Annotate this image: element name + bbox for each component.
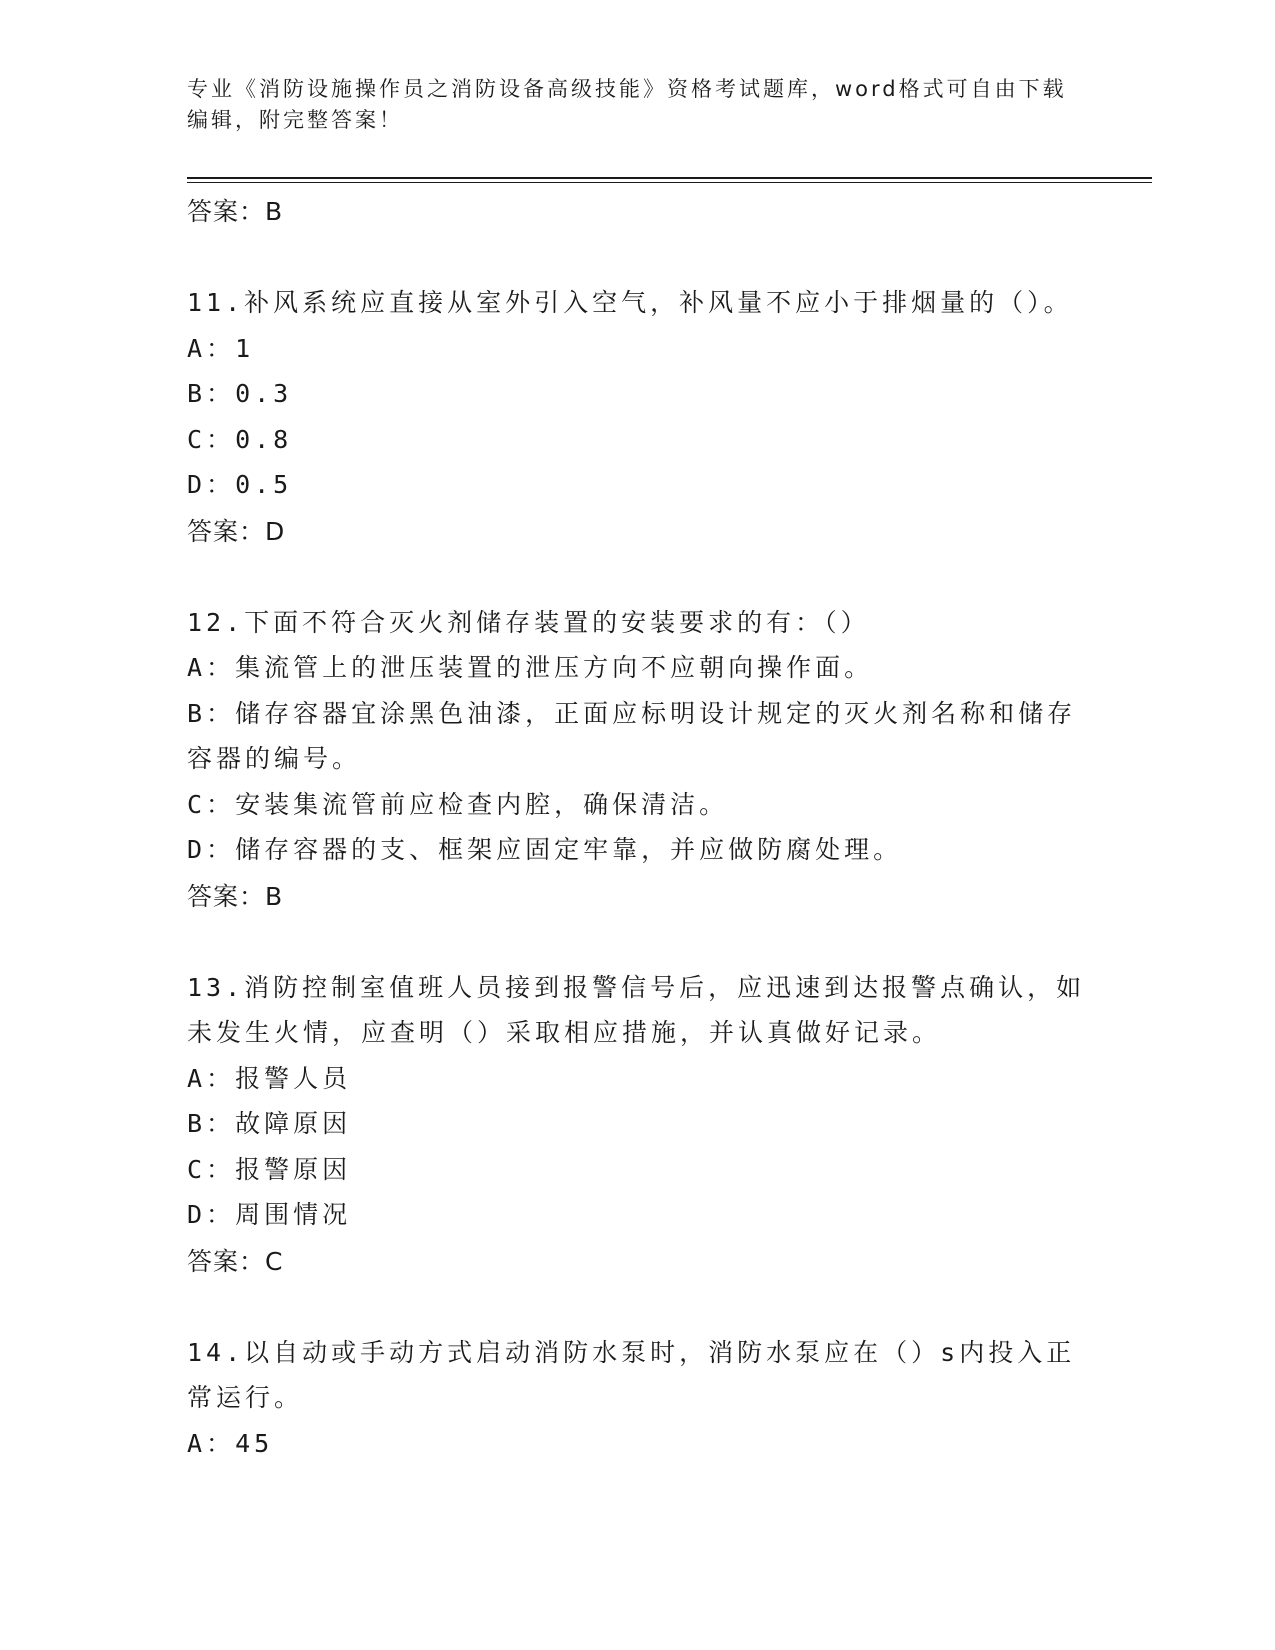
option-text: 0.8 [235,424,293,454]
option-label: B： [187,698,236,728]
question-stem [187,280,1087,326]
document-header: 专业《消防设施操作员之消防设备高级技能》资格考试题库，word格式可自由下载编辑，附完整答案！ [187,77,1067,132]
option-text: 0.3 [235,379,293,408]
previous-answer: 答案：B [187,197,284,226]
option-a [187,1421,1087,1467]
question-text: 补风系统应直接从室外引入空气，补风量不应小于排烟量的（）。 [244,288,1073,317]
answer-line: 答案：C [187,1246,284,1276]
option-d [187,1192,1087,1238]
question-list [187,188,1087,1466]
option-label: D： [187,835,236,864]
question-text: 消防控制室值班人员接到报警信号后，应迅速到达报警点确认，如未发生火情，应查明（）采取相应措施，并认真做好记录。 [187,972,1086,1047]
question-block [187,1330,1087,1467]
option-label: C： [187,424,236,454]
option-text: 周围情况 [235,1200,352,1229]
option-text: 报警原因 [235,1154,352,1184]
option-label: A： [187,653,236,682]
question-stem [187,1330,1087,1421]
option-text: 45 [235,1428,274,1458]
option-a [187,326,1087,372]
question-number: 12. [187,607,245,637]
option-b [187,1101,1087,1147]
answer-line: 答案：B [187,881,284,911]
option-text: 储存容器宜涂黑色油漆，正面应标明设计规定的灭火剂名称和储存容器的编号。 [187,698,1077,773]
option-text: 故障原因 [235,1109,352,1138]
option-label: A： [187,1428,236,1458]
option-text: 集流管上的泄压装置的泄压方向不应朝向操作面。 [235,653,874,682]
option-b [187,371,1087,417]
option-d [187,462,1087,508]
option-label: D： [187,1200,236,1229]
question-stem [187,600,1087,646]
option-a [187,645,1087,691]
question-stem [187,965,1087,1056]
question-text: 以自动或手动方式启动消防水泵时，消防水泵应在（）s内投入正常运行。 [187,1337,1076,1412]
question-block [187,600,1087,921]
answer-line: 答案：D [187,516,286,546]
option-label: B： [187,379,236,408]
question-block [187,965,1087,1286]
option-label: B： [187,1109,236,1138]
option-b [187,691,1087,782]
header-rule-thick [187,177,1152,179]
question-number: 11. [187,288,245,317]
option-c [187,417,1087,463]
option-a [187,1056,1087,1102]
option-d [187,827,1087,873]
option-label: C： [187,1154,236,1184]
option-text: 0.5 [235,470,293,499]
question-text: 下面不符合灭火剂储存装置的安装要求的有：（） [244,607,870,637]
option-c [187,1147,1087,1193]
option-label: D： [187,470,236,499]
option-label: C： [187,789,236,819]
option-c [187,782,1087,828]
option-text: 安装集流管前应检查内腔，确保清洁。 [235,789,729,819]
option-text: 报警人员 [235,1063,352,1093]
option-text: 储存容器的支、框架应固定牢靠，并应做防腐处理。 [235,835,903,864]
question-block [187,280,1087,556]
option-label: A： [187,333,236,363]
header-rule-thin [187,182,1152,183]
option-text: 1 [235,333,255,363]
option-label: A： [187,1063,236,1093]
question-number: 13. [187,972,245,1002]
question-number: 14. [187,1337,245,1367]
